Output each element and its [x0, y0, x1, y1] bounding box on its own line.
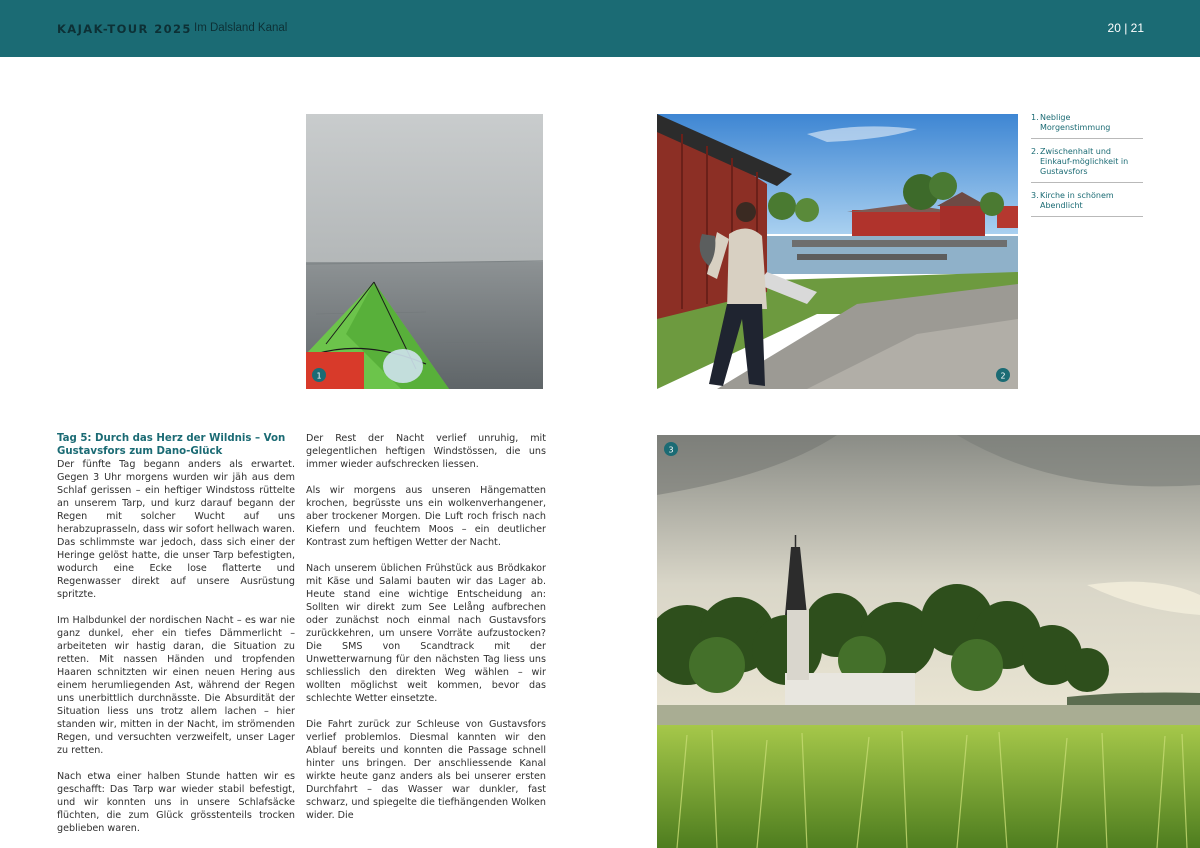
caption-2 — [1031, 145, 1143, 183]
badge-3: 3 — [668, 445, 674, 455]
paragraph: Im Halbdunkel der nordischen Nacht – es war nie ganz dunkel, eher ein tiefes Dämmerlicht – arbeiteten wir hastig daran, die Situation zu retten. Mit nassen Händen und tropfenden Haaren schnitzten wir einen neuen Hering aus einem herumliegenden Ast, während der Regen uns unerbittlich durchnässte. Die Absurdität der Situation liess uns trotz allem lachen – hier standen wir, mitten in der Nacht, im strömenden Regen, und versuchten verzweifelt, unser Lager zu retten. — [57, 615, 295, 756]
badge-1: 1 — [316, 371, 322, 381]
caption-number: 3. — [1031, 191, 1039, 200]
caption-1 — [1031, 111, 1143, 139]
magazine-title: KAJAK-TOUR 2025 — [57, 22, 192, 36]
caption-number: 2. — [1031, 147, 1039, 156]
paragraph: Der fünfte Tag begann anders als erwartet. Gegen 3 Uhr morgens wurden wir jäh aus dem Schlaf gerissen – ein heftiger Windstoss rüttelte an unserem Tarp, und kurz darauf begann der Regen mit solcher Wucht auf uns herabzuprasseln, dass wir sofort hellwach waren. Das schlimmste war jedoch, dass sich einer der Heringe gelöst hatte, die unser Tarp befestigten, wodurch eine Ecke lose flatterte und Regenwasser direkt auf unsere Ausrüstung spritzte. — [57, 459, 295, 600]
photo-gustavsfors — [657, 114, 1018, 389]
paragraph: Als wir morgens aus unseren Hängematten krochen, begrüsste uns ein wolkenverhangener, aber trockener Morgen. Die Luft roch frisch nach Kiefern und feuchtem Moos – ein deutlicher Kontrast zum heftigen Wetter der Nacht. — [306, 485, 546, 548]
header-bar — [0, 0, 1200, 57]
article-column-right — [306, 432, 546, 835]
article-heading: Tag 5: Durch das Herz der Wildnis – Von Gustavsfors zum Dano-Glück — [57, 433, 286, 457]
caption-text: Kirche in schönem Abendlicht — [1040, 191, 1114, 210]
badge-2: 2 — [1000, 371, 1006, 381]
paragraph: Nach etwa einer halben Stunde hatten wir es geschafft: Das Tarp war wieder stabil befestigt, und wir konnten uns in unsere Schlafsäcke flüchten, die zum Glück grösstenteils trocken geblieben waren. — [57, 771, 295, 834]
photo-captions — [1031, 111, 1143, 223]
caption-text: Zwischenhalt und Einkauf-möglichkeit in Gustavsfors — [1040, 147, 1129, 176]
page-numbers: 20 | 21 — [1107, 21, 1144, 35]
caption-text: Neblige Morgenstimmung — [1040, 113, 1111, 132]
paragraph: Der Rest der Nacht verlief unruhig, mit gelegentlichen heftigen Windstössen, die uns immer wieder aufschrecken liessen. — [306, 433, 546, 470]
kayak-fog-image — [306, 114, 543, 389]
article-column-left — [57, 432, 295, 848]
photo-church — [657, 435, 1200, 848]
church-image — [657, 435, 1200, 848]
section-subtitle: Im Dalsland Kanal — [194, 22, 288, 34]
caption-number: 1. — [1031, 113, 1039, 122]
photo-kayak-fog — [306, 114, 543, 389]
caption-3 — [1031, 189, 1143, 217]
paragraph: Die Fahrt zurück zur Schleuse von Gustavsfors verlief problemlos. Diesmal kannten wir den Ablauf bereits und konnten die Passage schnell hinter uns bringen. Der anschliessende Kanal wirkte heute ganz anders als bei unserer ersten Durchfahrt – das Wasser war dunkler, fast schwarz, und spiegelte die tiefhängenden Wolken wider. Die — [306, 719, 546, 821]
paragraph: Nach unserem üblichen Frühstück aus Brödkakor mit Käse und Salami bauten wir das Lager ab. Heute stand eine wichtige Entscheidung an: Sollten wir direkt zum See Lelång aufbrechen oder zunächst noch einmal nach Gustavsfors zurückkehren, um unsere Vorräte aufzustocken? Die SMS von Scandtrack mit der Unwetterwarnung für den nächsten Tag liess uns schliesslich den direkten Weg wählen – wir wollten möglichst weit kommen, bevor das schlechte Wetter einsetzte. — [306, 563, 546, 704]
gustavsfors-image — [657, 114, 1018, 389]
